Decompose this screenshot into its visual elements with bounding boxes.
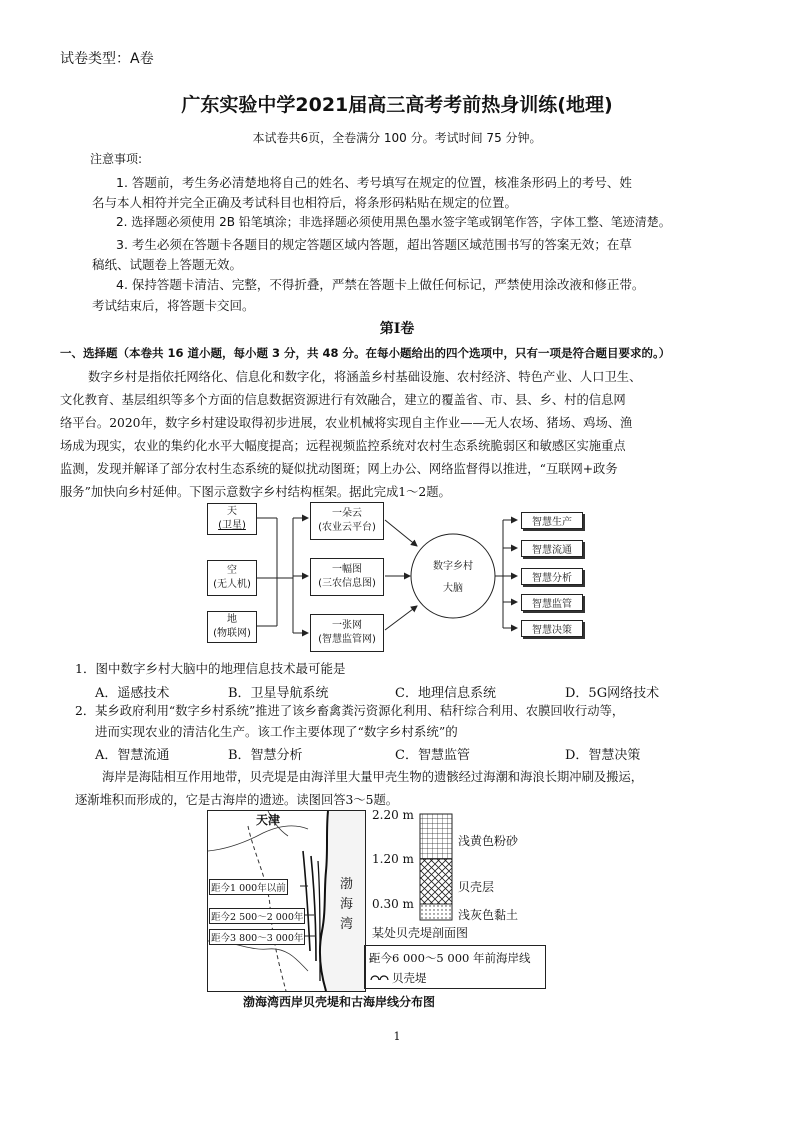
question-2-cont: 进而实现农业的清洁化生产。该工作主要体现了“数字乡村系统”的 bbox=[95, 724, 458, 739]
passage-1-line: 数字乡村是指依托网络化、信息化和数字化，将涵盖乡村基础设施、农村经济、特色产业、人口卫生、 bbox=[88, 370, 642, 384]
layer-shell: 贝壳层 bbox=[458, 880, 495, 894]
sea-label: 渤 海 湾 bbox=[340, 877, 354, 932]
passage-1-line: 服务”加快向乡村延伸。下图示意数字乡村结构框架。据此完成1～2题。 bbox=[60, 485, 451, 499]
middle-cloud: 一朵云 (农业云平台) bbox=[310, 502, 384, 540]
q2-option-c[interactable]: C．智慧监管 bbox=[395, 748, 470, 763]
q2-option-d[interactable]: D．智慧决策 bbox=[565, 748, 641, 763]
map-legend bbox=[364, 945, 546, 989]
coastline-map bbox=[207, 810, 366, 992]
note-4-cont: 考试结束后，将答题卡交回。 bbox=[92, 298, 255, 313]
level-220: 2.20 m bbox=[372, 808, 414, 822]
note-4: 4. 保持答题卡清洁、完整，不得折叠，严禁在答题卡上做任何标记，严禁使用涂改液和修正带。 bbox=[116, 277, 645, 292]
output-production: 智慧生产 bbox=[521, 512, 583, 529]
q1-option-c[interactable]: C．地理信息系统 bbox=[395, 686, 496, 701]
page-title: 广东实验中学2021届高三高考考前热身训练(地理) bbox=[181, 94, 613, 116]
passage-1-line: 文化教育、基层组织等多个方面的信息数据资源进行有效融合，建立的覆盖省、市、县、乡、村的信息网 bbox=[60, 393, 626, 407]
q1-option-a[interactable]: A．遥感技术 bbox=[95, 686, 170, 701]
source-drone: 空 (无人机) bbox=[207, 560, 257, 596]
note-2: 2. 选择题必须使用 2B 铅笔填涂；非选择题必须使用黑色墨水签字笔或钢笔作答，字体工整、笔迹清楚。 bbox=[116, 215, 671, 229]
passage-1-line: 场成为现实，农业的集约化水平大幅度提高；远程视频监控系统对农村生态系统脆弱区和敏感区实施重点 bbox=[60, 439, 626, 453]
layer-silt: 浅黄色粉砂 bbox=[458, 834, 519, 848]
passage-1-line: 络平台。2020年，数字乡村建设取得初步进展，农业机械将实现自主作业——无人农场、猪场、鸡场、渔 bbox=[60, 416, 633, 430]
q1-option-b[interactable]: B．卫星导航系统 bbox=[228, 686, 329, 701]
notes-heading: 注意事项: bbox=[90, 152, 143, 166]
source-satellite: 天 (卫星) bbox=[207, 503, 257, 535]
output-supervision: 智慧监管 bbox=[521, 594, 583, 611]
layer-clay: 浅灰色黏土 bbox=[458, 908, 519, 922]
source-iot: 地 (物联网) bbox=[207, 611, 257, 643]
q1-option-d[interactable]: D．5G网络技术 bbox=[565, 686, 660, 701]
output-circulation: 智慧流通 bbox=[521, 540, 583, 557]
passage-2-line: 逐渐堆积而形成的，它是古海岸的遗迹。读图回答3～5题。 bbox=[75, 793, 399, 807]
question-1: 1．图中数字乡村大脑中的地理信息技术最可能是 bbox=[75, 661, 346, 676]
q2-option-a[interactable]: A．智慧流通 bbox=[95, 748, 170, 763]
profile-caption: 某处贝壳堤剖面图 bbox=[372, 926, 469, 940]
legend-coastline: 距今6 000～5 000 年前海岸线 bbox=[369, 951, 531, 965]
page-number: 1 bbox=[393, 1030, 401, 1043]
q2-option-b[interactable]: B．智慧分析 bbox=[228, 748, 303, 763]
paper-type: 试卷类型：A卷 bbox=[60, 51, 154, 67]
passage-1-line: 监测，发现并解译了部分农村生态系统的疑似扰动图斑；网上办公、网络监督得以推进，“互联网+政务 bbox=[60, 462, 618, 476]
question-2: 2．某乡政府利用“数字乡村系统”推进了该乡畜禽粪污资源化利用、秸秆综合利用、农膜回收行动等， bbox=[75, 704, 625, 718]
exam-info: 本试卷共6页，全卷满分 100 分。考试时间 75 分钟。 bbox=[252, 131, 542, 145]
note-1-cont: 名与本人相符并完全正确及考试科目也相符后，将条形码粘贴在规定的位置。 bbox=[92, 195, 518, 210]
note-3: 3. 考生必须在答题卡各题目的规定答题区域内答题，超出答题区域范围书写的答案无效；在草 bbox=[116, 237, 632, 252]
note-3-cont: 稿纸、试题卷上答题无效。 bbox=[92, 257, 243, 272]
output-decision: 智慧决策 bbox=[521, 620, 583, 637]
city-label-tianjin: 天津 bbox=[256, 813, 281, 827]
brain-label: 数字乡村 大脑 bbox=[433, 561, 473, 594]
legend-shell-dike: 贝壳堤 bbox=[392, 971, 427, 985]
middle-map: 一幅图 (三农信息图) bbox=[310, 558, 384, 596]
volume-heading: 第Ⅰ卷 bbox=[379, 321, 415, 337]
map-caption: 渤海湾西岸贝壳堤和古海岸线分布图 bbox=[243, 995, 436, 1009]
map-label-3800: 距今3 800～3 000年 bbox=[209, 929, 305, 945]
section-heading: 一、选择题（本卷共 16 道小题，每小题 3 分，共 48 分。在每小题给出的四个选项中，只有一项是符合题目要求的。） bbox=[60, 346, 671, 360]
map-label-2500: 距今2 500～2 000年 bbox=[209, 908, 305, 924]
middle-network: 一张网 (智慧监管网) bbox=[310, 614, 384, 652]
shell-dike-profile bbox=[372, 808, 552, 938]
digital-village-diagram bbox=[205, 498, 600, 650]
passage-2-line: 海岸是海陆相互作用地带，贝壳堤是由海洋里大量甲壳生物的遗骸经过海潮和海浪长期冲刷及搬运， bbox=[102, 770, 644, 784]
level-030: 0.30 m bbox=[372, 897, 414, 911]
note-1: 1. 答题前，考生务必清楚地将自己的姓名、考号填写在规定的位置，核准条形码上的考号、姓 bbox=[116, 175, 632, 190]
output-analysis: 智慧分析 bbox=[521, 568, 583, 585]
map-label-1000: 距今1 000年以前 bbox=[209, 879, 288, 895]
level-120: 1.20 m bbox=[372, 852, 414, 866]
